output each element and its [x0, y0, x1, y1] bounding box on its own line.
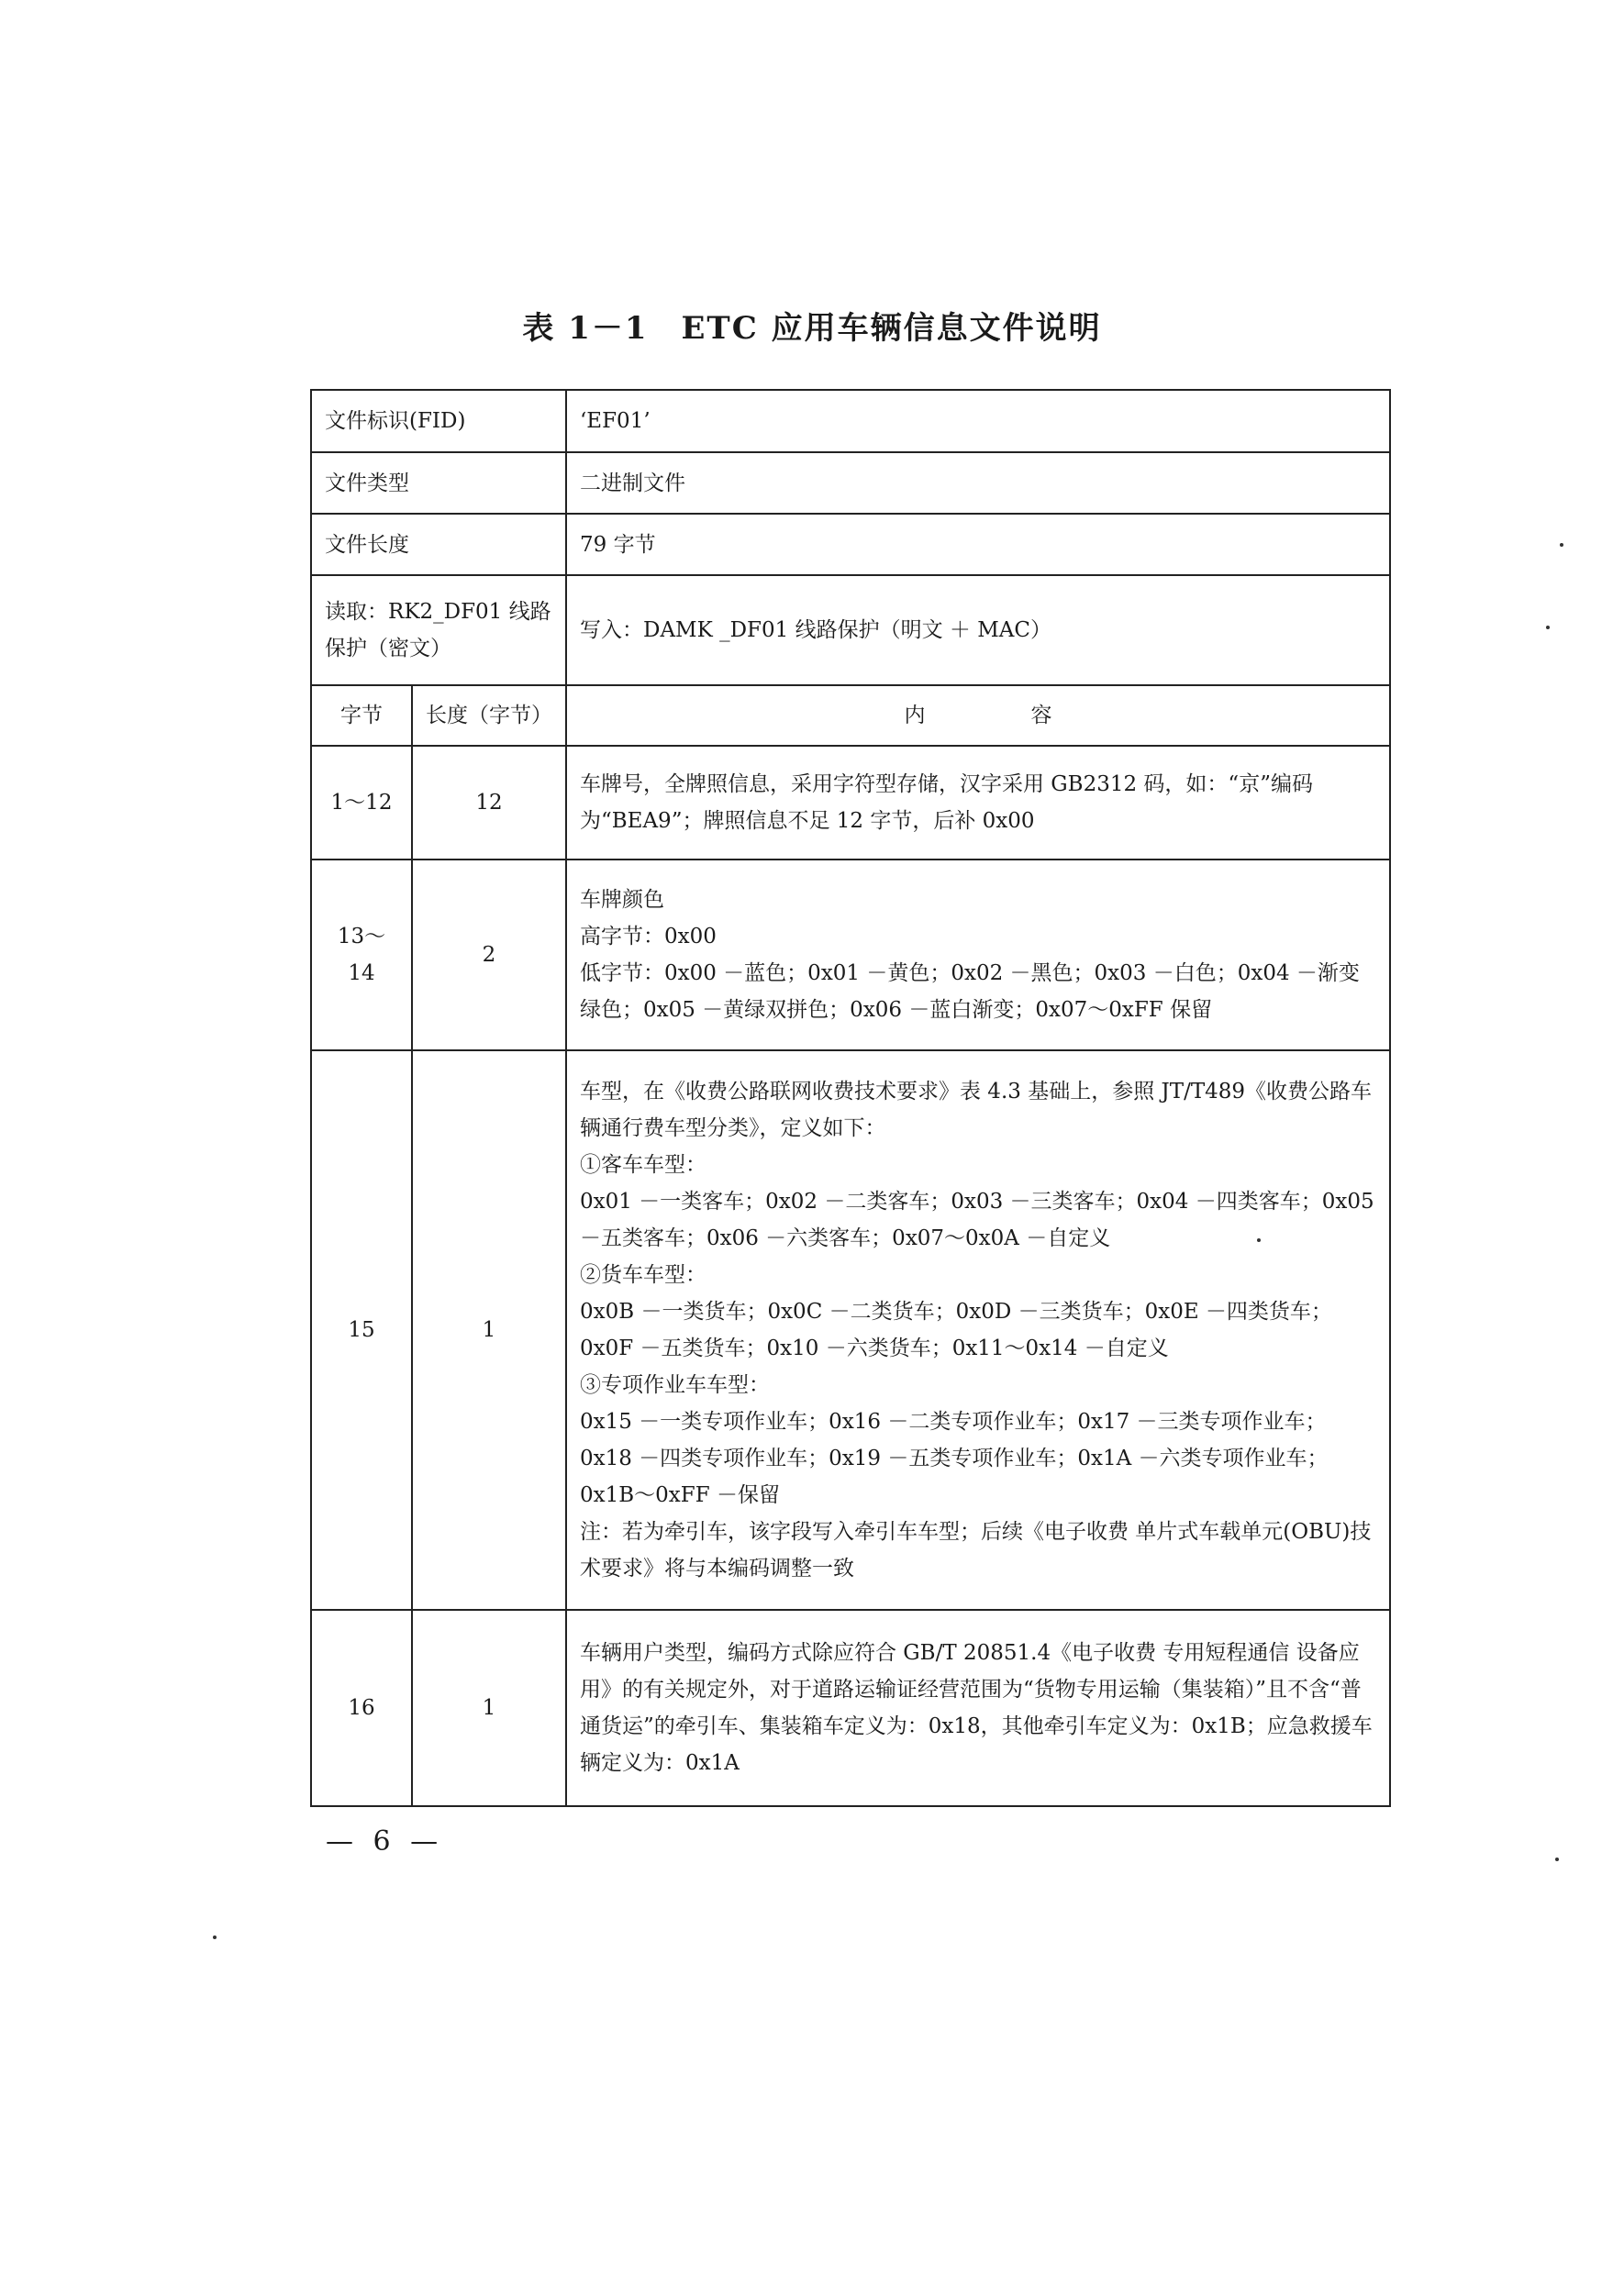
byte-cell: 1～12: [311, 746, 412, 860]
content-line: 0x0B －一类货车；0x0C －二类货车；0x0D －三类货车；0x0E －四类货车；0x0F －五类货车；0x10 －六类货车；0x11～0x14 －自定义: [580, 1300, 1332, 1360]
fid-label: 文件标识(FID): [311, 390, 566, 452]
file-type-value: 二进制文件: [566, 452, 1390, 514]
col-byte-header: 字节: [311, 685, 412, 746]
content-line: 车牌颜色: [580, 888, 664, 912]
access-row: [311, 575, 1390, 685]
scan-speck: [1546, 626, 1550, 629]
table-title: 表 1－1 ETC 应用车辆信息文件说明: [522, 310, 1102, 347]
content-line: 车型，在《收费公路联网收费技术要求》表 4.3 基础上，参照 JT/T489《收费公路车辆通行费车型分类》，定义如下：: [580, 1080, 1373, 1140]
file-type-row: [311, 452, 1390, 514]
content-line: 0x15 －一类专项作业车；0x16 －二类专项作业车；0x17 －三类专项作业车；0x18 －四类专项作业车；0x19 －五类专项作业车；0x1A －六类专项作业车；0x1B～0xFF －保留: [580, 1410, 1329, 1507]
col-length-header: 长度（字节）: [412, 685, 566, 746]
read-access: 读取：RK2_DF01 线路保护（密文）: [311, 575, 566, 685]
scan-speck: [1555, 1858, 1559, 1861]
content-line: 高字节：0x00: [580, 925, 717, 948]
content-cell: [566, 1610, 1390, 1806]
content-line: ③专项作业车车型：: [580, 1373, 770, 1397]
content-line: ②货车车型：: [580, 1263, 706, 1287]
length-cell: 1: [412, 1050, 566, 1610]
content-line: 低字节：0x00 －蓝色；0x01 －黄色；0x02 －黑色；0x03 －白色；0x04 －渐变绿色；0x05 －黄绿双拼色；0x06 －蓝白渐变；0x07～0xFF 保留: [580, 961, 1360, 1022]
byte-cell: 16: [311, 1610, 412, 1806]
write-access: 写入：DAMK _DF01 线路保护（明文 ＋ MAC）: [566, 575, 1390, 685]
content-cell: [566, 746, 1390, 860]
fid-value: ‘EF01’: [566, 390, 1390, 452]
content-line: 车辆用户类型，编码方式除应符合 GB/T 20851.4《电子收费 专用短程通信 设备应用》的有关规定外，对于道路运输证经营范围为“货物专用运输（集装箱）”且不含“普通货运”的牵引车、集装箱车定义为：0x18，其他牵引车定义为：0x1B；应急救援车辆定义为：0x1A: [580, 1641, 1373, 1775]
length-cell: 12: [412, 746, 566, 860]
byte-cell: 13～14: [311, 860, 412, 1050]
content-line: ①客车车型：: [580, 1153, 706, 1177]
column-header-row: [311, 685, 1390, 746]
content-cell: [566, 1050, 1390, 1610]
length-cell: 1: [412, 1610, 566, 1806]
content-line: 0x01 －一类客车；0x02 －二类客车；0x03 －三类客车；0x04 －四类客车；0x05 －五类客车；0x06 －六类客车；0x07～0x0A －自定义: [580, 1190, 1374, 1250]
length-cell: 2: [412, 860, 566, 1050]
table-row: [311, 860, 1390, 1050]
scan-speck: [1257, 1238, 1261, 1242]
fid-row: [311, 390, 1390, 452]
table-row: [311, 1610, 1390, 1806]
byte-cell: 15: [311, 1050, 412, 1610]
content-line: 车牌号，全牌照信息，采用字符型存储，汉字采用 GB2312 码，如：“京”编码为“BEA9”；牌照信息不足 12 字节，后补 0x00: [580, 772, 1313, 833]
content-cell: [566, 860, 1390, 1050]
table-row: [311, 1050, 1390, 1610]
scan-speck: [1560, 543, 1563, 547]
file-length-label: 文件长度: [311, 514, 566, 575]
file-length-row: [311, 514, 1390, 575]
table-row: [311, 746, 1390, 860]
file-type-label: 文件类型: [311, 452, 566, 514]
vehicle-info-file-table: [310, 389, 1391, 1807]
col-content-header: 内 容: [566, 685, 1390, 746]
file-length-value: 79 字节: [566, 514, 1390, 575]
scan-speck: [213, 1936, 217, 1939]
content-line: 注：若为牵引车，该字段写入牵引车车型；后续《电子收费 单片式车载单元(OBU)技术要求》将与本编码调整一致: [580, 1520, 1372, 1581]
page-number: — 6 —: [326, 1825, 444, 1858]
